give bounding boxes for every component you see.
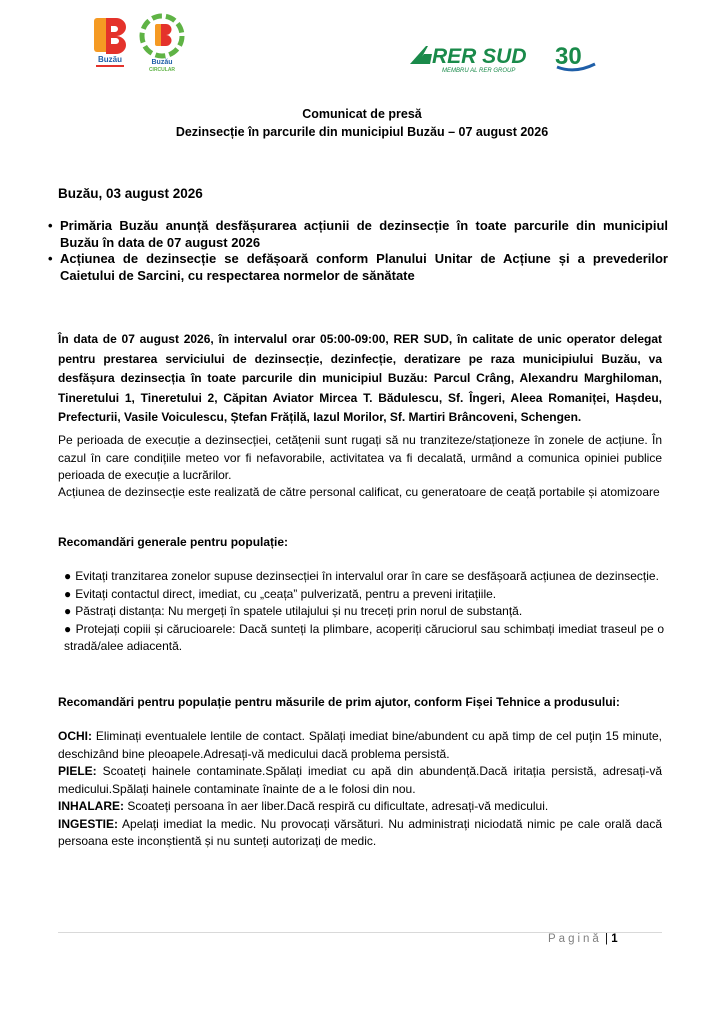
first-aid-inhalation: INHALARE: Scoateți persoana în aer liber.Dacă respiră cu dificultate, adresați-vă medicului. bbox=[58, 799, 549, 813]
staff-paragraph: Acțiunea de dezinsecție este realizată de către personal calificat, cu generatoare de ceață portabile și atomizoare bbox=[58, 485, 660, 499]
intro-paragraph: În data de 07 august 2026, în intervalul orar 05:00-09:00, RER SUD, în calitate de unic operator delegat pentru prestarea serviciului de dezinsecție, dezinfecție, deratizare pe raza municipiului Buzău, va desfășura dezinsecția în toate parcurile din municipiul Buzău: Parcul Crâng, Alexandru Marghiloman, Tineretului 1, Tineretului 2, Căpitan Aviator Mircea T. Bădulescu, Sf. Îngeri, Aleea Romaniței, Hașdeu, Prefecturii, Vasile Voiculescu, Ștefan Frățilă, Iazul Morilor, Sf. Martiri Brâncoveni, Schengen. bbox=[58, 332, 662, 424]
recommendation-item: ● Evitați tranzitarea zonelor supuse dezinsecției în intervalul orar în care se desfășoară acțiunea de dezinsecție. bbox=[64, 569, 659, 583]
rer-sud-logo bbox=[408, 40, 548, 76]
svg-text:30: 30 bbox=[555, 43, 582, 70]
period-paragraph: Pe perioada de execuție a dezinsecției, cetățenii sunt rugați să nu tranziteze/staționeze în zonele de acțiune. În cazul în care condițiile meteo vor fi nefavorabile, activitatea va fi decalată, urmând a comunica opiniei publice perioada de execuție a lucrărilor. bbox=[58, 433, 662, 482]
buzau-logo bbox=[92, 16, 128, 70]
summary-bullet: • Primăria Buzău anunță desfășurarea acțiunii de dezinsecție în toate parcurile din municipiul Buzău în data de 07 august 2026 bbox=[48, 218, 668, 250]
30-years-logo bbox=[553, 40, 599, 74]
svg-text:RER SUD: RER SUD bbox=[432, 45, 527, 68]
bullet-icon: ● bbox=[64, 569, 72, 583]
recommendation-item: ● Protejați copiii și cărucioarele: Dacă sunteți la plimbare, acoperiți căruciorul sau schimbați imediat traseul pe o stradă/alee adiacentă. bbox=[64, 621, 665, 653]
bullet-icon: • bbox=[48, 251, 53, 266]
document-type-title: Comunicat de presă bbox=[302, 107, 422, 121]
page-label: Pagină bbox=[548, 933, 602, 945]
bullet-icon: ● bbox=[64, 586, 72, 601]
recommendation-item: ● Păstrați distanța: Nu mergeți în spatele utilajului și nu treceți prin norul de substanță. bbox=[64, 604, 523, 618]
bullet-icon: • bbox=[48, 218, 53, 233]
first-aid-heading: Recomandări pentru populație pentru măsurile de prim ajutor, conform Fișei Tehnice a produsului: bbox=[58, 695, 620, 709]
first-aid-section bbox=[58, 728, 662, 851]
first-aid-skin: PIELE: Scoateți hainele contaminate.Spălați imediat cu apă din abundență.Dacă iritația persistă, adresați-vă medicului.Spălați hainele contaminate înainte de a le folosi din nou. bbox=[58, 764, 662, 796]
page-separator: | bbox=[605, 933, 609, 945]
svg-text:Buzău: Buzău bbox=[151, 59, 173, 66]
svg-text:Buzău: Buzău bbox=[98, 55, 122, 64]
buzau-circular-logo bbox=[136, 12, 188, 72]
dateline: Buzău, 03 august 2026 bbox=[58, 186, 203, 201]
summary-bullets bbox=[48, 218, 668, 284]
first-aid-ingestion: INGESTIE: Apelați imediat la medic. Nu provocați vărsături. Nu administrați niciodată nimic pe cale orală dacă persoana este inconștientă și nu sunteți autorizați de medic. bbox=[58, 816, 662, 848]
bullet-icon: ● bbox=[64, 621, 72, 636]
general-recommendations-list bbox=[64, 568, 664, 656]
svg-text:CIRCULAR: CIRCULAR bbox=[148, 67, 176, 72]
general-recommendations-heading: Recomandări generale pentru populație: bbox=[58, 535, 289, 549]
page-footer bbox=[548, 933, 618, 945]
summary-bullet: • Acțiunea de dezinsecție se defășoară conform Planului Unitar de Acțiune și a prevederilor Caietului de Sarcini, cu respectarea normelor de sănătate bbox=[48, 251, 668, 283]
bullet-icon: ● bbox=[64, 604, 72, 618]
page-number: 1 bbox=[611, 933, 618, 945]
first-aid-eyes: OCHI: Eliminați eventualele lentile de contact. Spălați imediat bine/abundent cu apă timp de cel puţin 15 minute, deschizând bine pleoapele.Adresați-vă medicului dacă problema persistă. bbox=[58, 729, 662, 761]
svg-text:MEMBRU AL RER GROUP: MEMBRU AL RER GROUP bbox=[442, 68, 516, 74]
recommendation-item: ● Evitați contactul direct, imediat, cu „ceața” pulverizată, pentru a preveni iritațiile. bbox=[64, 586, 497, 601]
press-release-headline: Dezinsecție în parcurile din municipiul Buzău – 07 august 2026 bbox=[175, 125, 549, 139]
